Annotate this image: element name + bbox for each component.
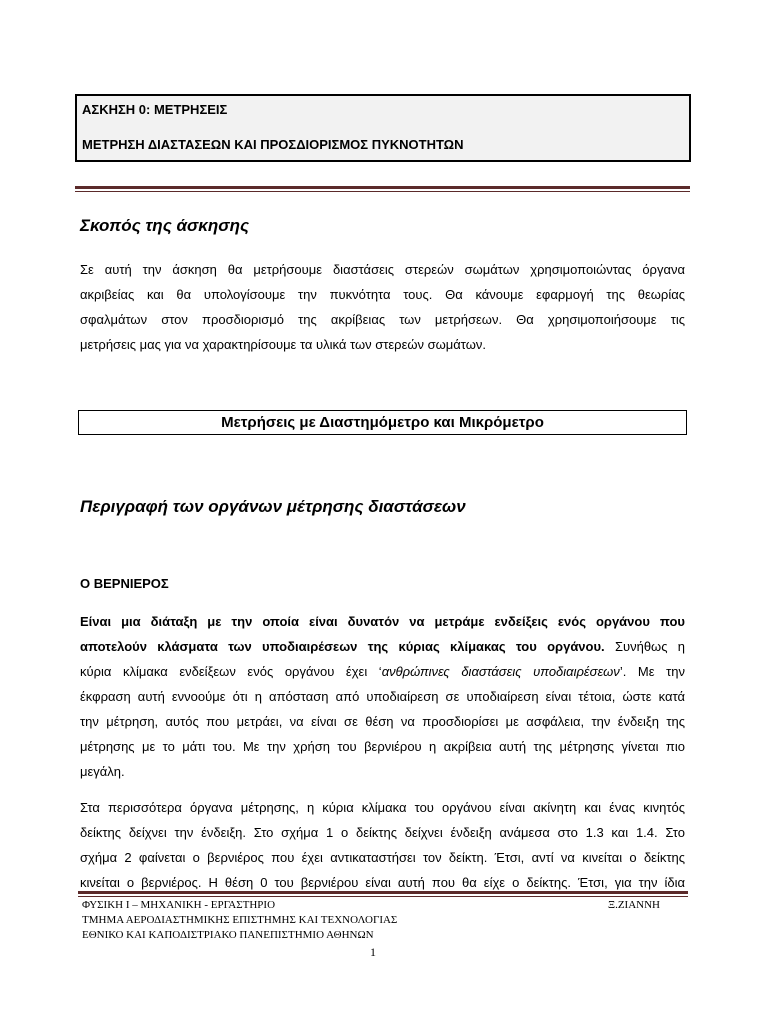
footer-university: ΕΘΝΙΚΟ ΚΑΙ ΚΑΠΟΔΙΣΤΡΙΑΚΟ ΠΑΝΕΠΙΣΤΗΜΙΟ ΑΘΗΝΩΝ [82, 929, 374, 941]
exercise-subtitle: ΜΕΤΡΗΣΗ ΔΙΑΣΤΑΣΕΩΝ ΚΑΙ ΠΡΟΣΔΙΟΡΙΣΜΟΣ ΠΥΚΝΟΤΗΤΩΝ [82, 137, 464, 152]
vernier-line: Στα περισσότερα όργανα μέτρησης, η κύρια κλίμακα του οργάνου είναι ακίνητη και ένας κινητός [80, 800, 685, 815]
vernier-heading: Ο ΒΕΡΝΙΕΡΟΣ [80, 576, 169, 591]
exercise-title: ΑΣΚΗΣΗ 0: ΜΕΤΡΗΣΕΙΣ [82, 102, 228, 117]
purpose-heading: Σκοπός της άσκησης [80, 216, 250, 235]
vernier-paragraph-2 [80, 795, 685, 895]
vernier-line: Είναι μια διάταξη με την οποία είναι δυνατόν να μετράμε ενδείξεις ενός οργάνου που [80, 614, 685, 629]
vernier-line: μέτρησης με το μάτι του. Με την χρήση του βερνιέρου η ακρίβεια αυτή της μέτρησης γίνεται πιο [80, 739, 685, 754]
vernier-text: κύρια κλίμακα ενδείξεων ενός οργάνου έχει ‘ [80, 664, 382, 679]
purpose-line: Σε αυτή την άσκηση θα μετρήσουμε διαστάσεις στερεών σωμάτων χρησιμοποιώντας όργανα [80, 262, 685, 277]
purpose-line: ακριβείας και θα υπολογίσουμε την πυκνότητα τους. Θα κάνουμε εφαρμογή της θεωρίας [80, 287, 685, 302]
vernier-paragraph-1 [80, 609, 685, 784]
vernier-line: μεγάλη. [80, 764, 125, 779]
header-divider-thin [75, 191, 690, 192]
vernier-line: έκφραση αυτή εννοούμε ότι η απόσταση από υποδιαίρεση σε υποδιαίρεση είναι τέτοια, ώστε κατά [80, 689, 685, 704]
purpose-line: μετρήσεις μας για να χαρακτηρίσουμε τα υλικά των στερεών σωμάτων. [80, 337, 487, 352]
footer-divider-thin [78, 896, 688, 897]
vernier-text: Συνήθως η [604, 639, 685, 654]
vernier-line [80, 634, 685, 659]
page-number: 1 [370, 945, 376, 959]
footer-author: Ξ.ΖΙΑΝΝΗ [608, 899, 660, 911]
vernier-line: την μέτρηση, αυτός που μετράει, να είναι σε θέση να προσδιορίσει με ασφάλεια, την ένδειξη της [80, 714, 685, 729]
vernier-italic-text: ανθρώπινες διαστάσεις υποδιαιρέσεων [381, 664, 620, 679]
header-divider [75, 186, 690, 189]
purpose-line: σφαλμάτων στον προσδιορισμό της ακρίβειας των μετρήσεων. Θα χρησιμοποιήσουμε τις [80, 312, 685, 327]
vernier-text: ’. Με την [619, 664, 685, 679]
description-heading: Περιγραφή των οργάνων μέτρησης διαστάσεων [80, 497, 466, 516]
vernier-line: σχήμα 2 φαίνεται ο βερνιέρος που έχει αντικαταστήσει τον δείκτη. Έτσι, αντί να κινείται ο δείκτης [80, 850, 685, 865]
vernier-line [80, 659, 685, 684]
exercise-title-box [75, 94, 691, 162]
vernier-line: κινείται ο βερνιέρος. Η θέση 0 του βερνιέρου είναι αυτή που θα είχε ο δείκτης. Έτσι, για την ίδια [80, 875, 685, 890]
vernier-bold-text: αποτελούν κλάσματα των υποδιαιρέσεων της κύριας κλίμακας του οργάνου. [80, 639, 605, 654]
footer-department: ΤΜΗΜΑ ΑΕΡΟΔΙΑΣΤΗΜΙΚΗΣ ΕΠΙΣΤΗΜΗΣ ΚΑΙ ΤΕΧΝΟΛΟΓΙΑΣ [82, 914, 398, 926]
purpose-paragraph [80, 257, 685, 357]
footer-divider [78, 891, 688, 894]
section-title-box: Μετρήσεις με Διαστημόμετρο και Μικρόμετρο [78, 410, 687, 435]
footer-course: ΦΥΣΙΚΗ Ι – ΜΗΧΑΝΙΚΗ - ΕΡΓΑΣΤΗΡΙΟ [82, 899, 276, 911]
vernier-line: δείκτης δείχνει την ένδειξη. Στο σχήμα 1 ο δείκτης δείχνει ένδειξη ανάμεσα στο 1.3 και 1.4. Στο [80, 825, 685, 840]
